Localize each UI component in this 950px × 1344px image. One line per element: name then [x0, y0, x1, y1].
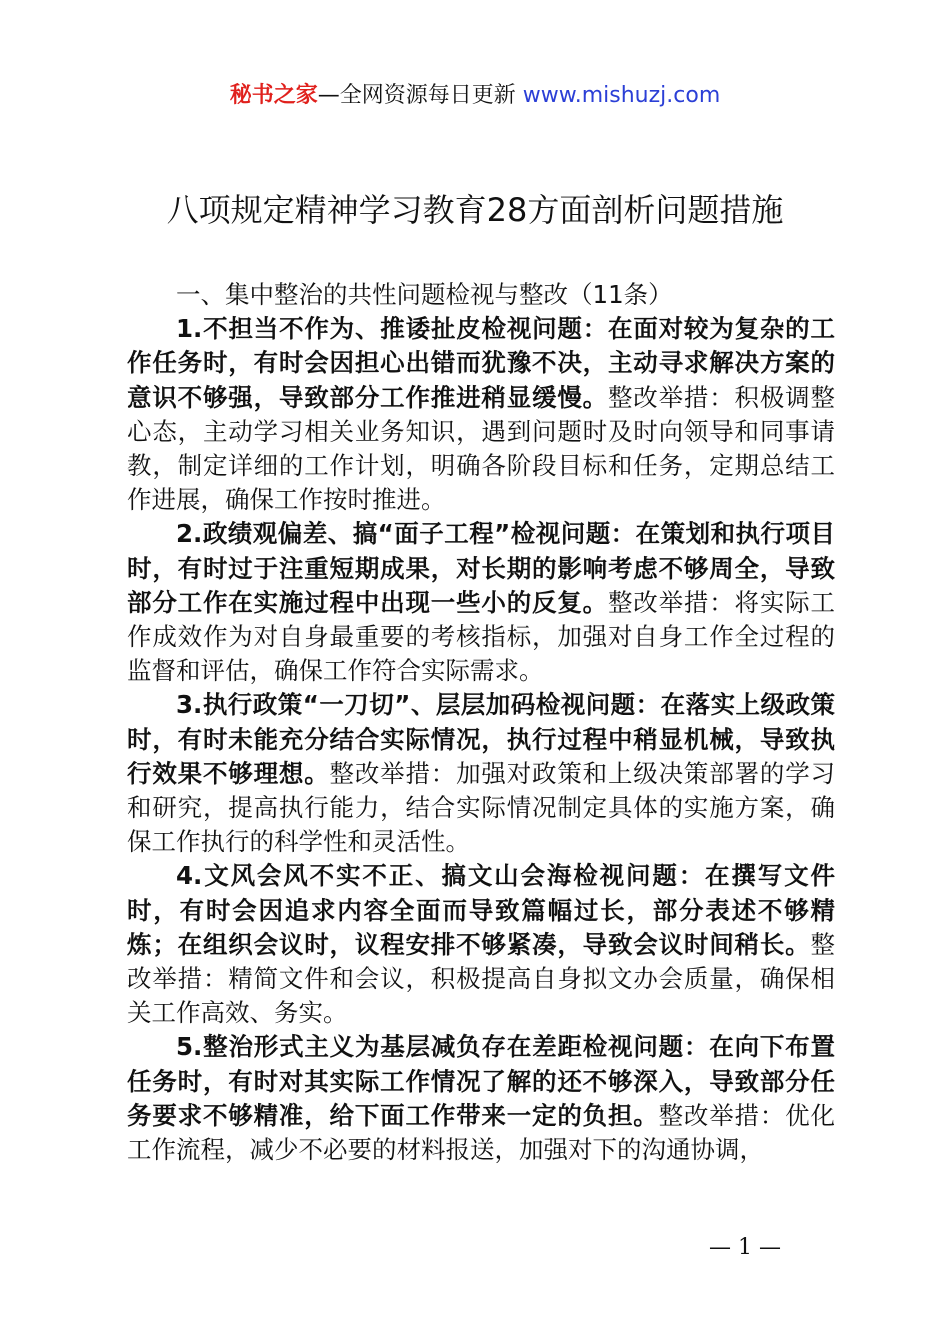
list-item: [127, 688, 835, 859]
problem-text: 5.整治形式主义为基层减负存在差距检视问题：在向下布置任务时，有时对其实际工作情况了解的还不够深入，导致部分任务要求不够精准，给下面工作带来一定的负担。: [127, 1032, 835, 1130]
list-item: [127, 859, 835, 1030]
measure-text: 整改举措：精简文件和会议，积极提高自身拟文办会质量，确保相关工作高效、务实。: [127, 929, 835, 1028]
section-heading: 一、集中整治的共性问题检视与整改（11条）: [176, 280, 673, 309]
brand-name: 秘书之家: [229, 83, 318, 108]
problem-text: 3.执行政策“一刀切”、层层加码检视问题：在落实上级政策时，有时未能充分结合实际情况，执行过程中稍显机械，导致执行效果不够理想。: [127, 690, 835, 788]
measure-text: 整改举措：优化工作流程，减少不必要的材料报送，加强对下的沟通协调，: [127, 1100, 835, 1165]
header-slogan: —全网资源每日更新: [317, 83, 523, 108]
document-body: [127, 278, 835, 1167]
site-link[interactable]: www.mishuzj.com: [522, 83, 721, 108]
list-item: [127, 312, 835, 517]
measure-text: 整改举措：将实际工作成效作为对自身最重要的考核指标，加强对自身工作全过程的监督和评估，确保工作符合实际需求。: [127, 587, 836, 686]
problem-text: 1.不担当不作为、推诿扯皮检视问题：在面对较为复杂的工作任务时，有时会因担心出错而犹豫不决，主动寻求解决方案的意识不够强，导致部分工作推进稍显缓慢。: [127, 314, 835, 412]
list-item: [127, 517, 835, 688]
list-item: [127, 1030, 835, 1167]
problem-text: 4.文风会风不实不正、搞文山会海检视问题：在撰写文件时，有时会因追求内容全面而导致篇幅过长，部分表述不够精炼；在组织会议时，议程安排不够紧凑，导致会议时间稍长。: [127, 861, 835, 959]
problem-text: 2.政绩观偏差、搞“面子工程”检视问题：在策划和执行项目时，有时过于注重短期成果，对长期的影响考虑不够周全，导致部分工作在实施过程中出现一些小的反复。: [127, 519, 835, 617]
measure-text: 整改举措：加强对政策和上级决策部署的学习和研究，提高执行能力，结合实际情况制定具体的实施方案，确保工作执行的科学性和灵活性。: [127, 758, 836, 857]
measure-text: 整改举措：积极调整心态，主动学习相关业务知识，遇到问题时及时向领导和同事请教，制定详细的工作计划，明确各阶段目标和任务，定期总结工作进展，确保工作按时推进。: [127, 382, 836, 515]
document-title: 八项规定精神学习教育28方面剖析问题措施: [166, 191, 784, 229]
page-number: — 1 —: [709, 1235, 781, 1260]
site-header: [0, 80, 950, 112]
